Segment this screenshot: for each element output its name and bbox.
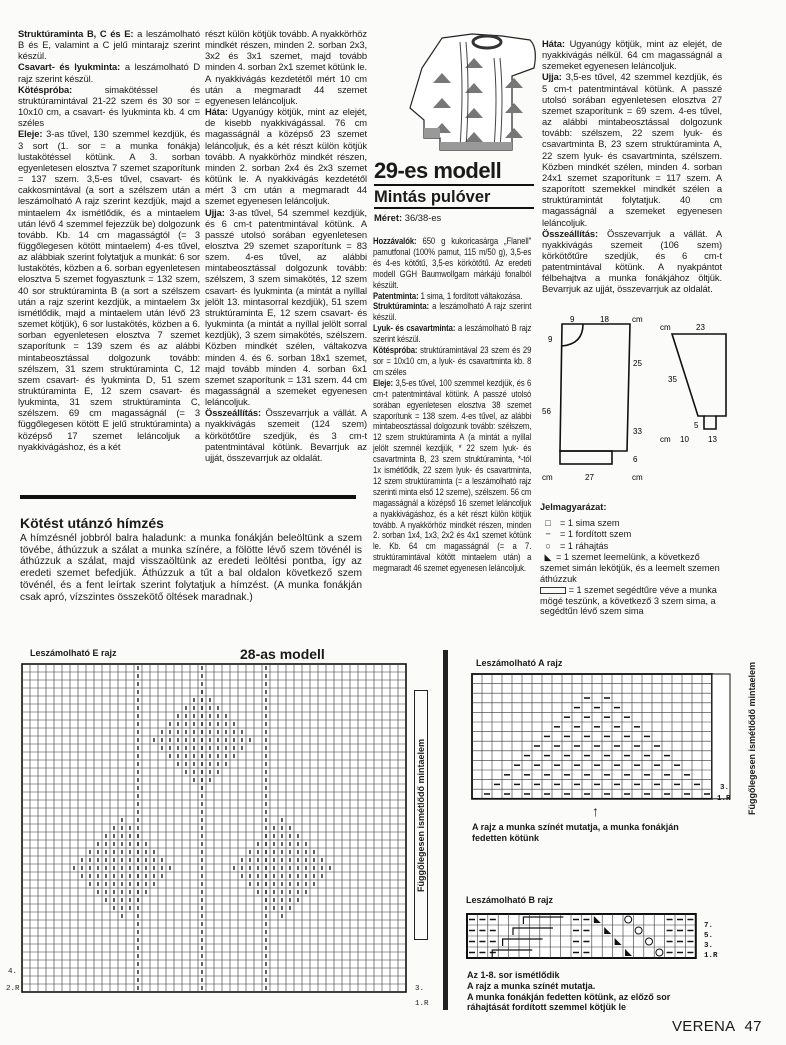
paragraph-heading: Kötéspróba: (18, 83, 73, 95)
paragraph-text: Ugyanúgy kötjük, mint az elejét, de kisebb nyakkivágással. 76 cm magasságnál a középső 23 szemet leláncoljuk, és a két részt külön kötjük tovább. A nyakkörhöz mindkét részen, minden 2. sorban 2x4 és 2x3 szemet kötünk le. A nyakkivágás kezdetétől mért 3 cm után a megmaradt 44 szemet egyenesen leláncoljuk. (205, 106, 367, 207)
dim-width: 27 (585, 473, 594, 482)
paragraph-heading: Struktúraminta: (373, 300, 430, 312)
dim-unit: cm (632, 316, 643, 324)
paragraph-heading: Csavart- és lyukminta: (18, 61, 121, 73)
dim-sleeve-length: 35 (668, 375, 677, 384)
chart-a-row-3: 3. (720, 784, 730, 792)
legend-item (540, 518, 725, 529)
symbol-legend (540, 502, 725, 618)
embroidery-text: A hímzésnél jobbról balra haladunk: a munka fonákján beleöltünk a szem tövébe, áthúzzuk a szálat a munka színére, a fölötte lévő szem tövénél is áthúzzuk a szálat, majd visszaöltünk az eredeti leöltési pontba, így az eredeti szemet befedjük. Áthúzzuk a tűt a bal oldalon következő szem tövénél, és a fent leírtak szerint folytatjuk a hímzést. (A munka fonákján csak apró, vízszintes összekötő öltések maradnak.) (20, 533, 362, 603)
paragraph (542, 71, 722, 227)
paragraph-text: 3,5-es tűvel, 100 szemmel kezdjük, és 6 cm-t patentmintával kötünk. A passzé utolsó sorában egyenletesen elosztva 38 szemet szaporítunk = 138 szem. 4-es tűvel, az alábbi mintabeosztással dolgozunk tovább: szélszem, 12 szem struktúraminta A (a mintát a nyíllal jelölt szemnél kezdjük, * 22 szem lyuk- és csavartminta B, 23 szem struktúraminta, *-tól 1x ismétlődik, 22 szem lyuk- és csavartminta, 12 szem struktúraminta (= a leszámolható rajz szerinti minta első 12 szeme), szélszem. 56 cm magasságnál a középső 16 szemet leláncoljuk a nyakkivágáshoz, és a két részt külön kötjük tovább. A nyakkörhöz mindkét részen, minden 2. sorban 1x4, 1x3, 2x2 és 4x1 szemet kötünk le. Kb. 64 cm magasságnál (= a 7. struktúramintával kötött mintaelem után) a megmaradt 46 szemet egyenesen leláncoljuk. (373, 376, 532, 574)
paragraph-heading: Ujja: (205, 206, 225, 218)
paragraph (373, 301, 531, 323)
chart-a-row-1r: 1.R (717, 795, 731, 803)
dim-neck-depth: 9 (548, 335, 553, 344)
paragraph-text: 3,5-es tűvel, 42 szemmel kezdjük, és 5 cm-t patentmintával kötünk. A passzé utolsó sorában egyenletesen elosztva 27 szemet szaporítunk = 69 szem. 4-es tűvel, az alábbi mintabeosztással dolgozunk tovább: szélszem, 22 szem lyuk- és csavartminta B, 23 szem struktúraminta A, 22 szem lyuk- és csavartminta, szélszem. Közben mindkét szélen, minden 4. sorban 24x1 szemet szaporítunk = 117 szem. A szaporított szemekkel mindkét szélen a struktúramintát folytatjuk. 40 cm magasságnál a szemeket egyenesen leláncoljuk. (542, 71, 722, 228)
sleeve-schematic (660, 316, 732, 446)
row-label-box (712, 674, 730, 799)
dim-upper: 25 (633, 359, 642, 368)
paragraph (18, 84, 200, 129)
section-divider (20, 495, 356, 499)
legend-text: = 1 szemet leemelünk, a következő szemet simán lekötjük, és a leemelt szemen áthúzzuk (540, 552, 720, 584)
legend-item (540, 529, 725, 540)
paragraph (373, 323, 531, 345)
paragraph (373, 236, 531, 291)
chart-e-side-label: Függőlegesen ismétlődő mintaelem (414, 690, 428, 940)
paragraph-text: a leszámolható A rajz szerint készül. (373, 300, 532, 323)
paragraph-text: részt külön kötjük tovább. A nyakkörhöz mindkét részen, minden 2. sorban 2x3, 3x2 és 3x1 szemet, majd tovább minden 4. sorban 2x1 szemet kötünk le. A nyakkivágás kezdetétől mért 10 cm után a megmaradt 44 szemet egyenesen leláncoljuk. (205, 28, 367, 106)
paragraph-heading: Eleje: (373, 376, 394, 388)
paragraph (542, 228, 722, 295)
paragraph-text: Összevarrjuk a vállát. A nyakkivágás szemeit (124 szem) körkötőtűre szedjük, és 3 cm-t patentmintával kötünk. Bevarrjuk az ujját, összevarrjuk az oldalát. (205, 407, 367, 463)
chart-e-grid (20, 662, 440, 1007)
dim-shoulder: 18 (600, 316, 609, 324)
chart-a-grid (470, 672, 732, 802)
legend-text: = 1 sima szem (560, 517, 620, 528)
chart-b-grid (465, 912, 705, 964)
size-value: 36/38-es (402, 212, 442, 223)
paragraph (373, 345, 531, 378)
paragraph-heading: Összeállítás: (542, 227, 599, 239)
paragraph-heading: Patentminta: (373, 289, 419, 301)
triangle-icon: ◣ (544, 552, 552, 563)
dim-neck-width: 9 (570, 316, 575, 324)
instructions-column-3 (373, 236, 531, 574)
chart-b-row-7: 7. (704, 922, 714, 930)
dim-sleeve-bottom-right: 13 (708, 435, 717, 444)
sweater-illustration (402, 28, 540, 156)
model-28-title: 28-as modell (240, 646, 325, 662)
legend-text: = 1 szemet segédtűre véve a munka mögé teszünk, a következő 3 szem sima, a segédtűn lévő szem sima (540, 585, 717, 617)
chart-e-row-2r: 2.R (6, 985, 20, 993)
paragraph-text: 1 sima, 1 fordított váltakozása. (418, 289, 523, 301)
paragraph (373, 378, 531, 574)
circle-icon: ○ (545, 540, 551, 551)
paragraph-heading: Eleje: (18, 128, 43, 140)
paragraph-text: 650 g kukoricasárga „Flanell" pamutfonal (100% pamut, 115 m/50 g), 3,5-es és 4-es kötőtű, 3,5-es körkötőtű. Az eredeti modell GGH Baumwollgarn márkájú fonalból készült. (373, 235, 532, 290)
chart-b-row-1r: 1.R (704, 952, 718, 960)
chart-b-note: A munka fonákján fedetten kötünk, az előző sor ráhajtását fordított szemmel kötjük le (467, 991, 671, 1013)
chart-b-row-5: 5. (704, 932, 714, 940)
paragraph (205, 106, 367, 206)
paragraph (205, 207, 367, 408)
embroidery-heading: Kötést utánzó hímzés (20, 515, 164, 531)
paragraph-heading: Háta: (205, 106, 228, 118)
chart-b-notes (467, 970, 702, 1013)
sleeve-unit-bottom: cm (660, 435, 671, 444)
legend-title: Jelmagyarázat: (540, 502, 607, 512)
empty-square-icon: □ (545, 517, 551, 528)
dim-rib: 6 (633, 455, 638, 464)
page-number: 47 (744, 1018, 762, 1035)
dim-lower: 33 (633, 427, 642, 436)
paragraph-heading: Kötéspróba: (373, 344, 418, 356)
paragraph (205, 407, 367, 463)
dim-sleeve-bottom-left: 10 (680, 435, 689, 444)
instructions-column-1 (18, 28, 200, 452)
sleeve-unit-top: cm (660, 323, 671, 332)
paragraph-text: simakötéssel és struktúramintával 21-22 szem és 30 sor = 10x10 cm, a csavart- és lyukminta kb. 4 cm széles (18, 83, 200, 129)
chart-e-row-1r: 1.R (415, 1000, 429, 1008)
paragraph-text: 3-as tűvel, 130 szemmel kezdjük, és 3 sort (1. sor = a munka fonákja) lustakötéssel kötünk. A 3. sorban egyenletesen elosztva 7 szemet szaporítunk = 137 szem. 3,5-es tűvel, csavart- és cakkosmintával (a sort a szélszem után a leszámolható A rajz szerint kezdjük, majd a mintaelem 4x ismétlődik, és a mintaelem után lévő 4 szemmel fejezzük be) dolgozunk tovább. Kb. 14 cm magasságtól (= 3 függőlegesen kötött mintaelem) 4-es tűvel, az alábbiak szerint folytatjuk a munkát: 6 sor lustakötés, közben a 6. sorban egyenletesen elosztva 5 szemet fogyasztunk = 132 szem, 40 sor struktúraminta B (a sort a szélszem után a rajz szerint kezdjük, a mintaelem 3x ismétlődik, majd a mintaelem után lévő 23 szemet kötjük), 6 sor lustakötés, közben a 6. sorban egyenletesen elosztva 7 szemet szaporítunk = 139 szem és az alábbi mintabeosztással dolgozunk tovább: szélszem, 31 szem struktúraminta C, 12 szem csavart- és lyukminta D, 51 szem struktúraminta E, 12 szem csavart- és lyukminta, 31 szem struktúraminta C, szélszem. 69 cm magasságnál (= 3 függőlegesen kötött E jelű struktúraminta) a középső 17 szemet leláncoljuk a nyakkivágáshoz, és a két (18, 128, 200, 452)
chart-e-title: Leszámolható E rajz (30, 648, 117, 658)
paragraph (205, 28, 367, 106)
legend-item (540, 541, 725, 552)
legend-text: = 1 ráhajtás (560, 540, 609, 551)
cable-bracket-icon (540, 587, 566, 594)
paragraph-text: Ugyanúgy kötjük, mint az elejét, de nyakkivágás nélkül. 64 cm magasságnál a szemeket egyenesen leláncoljuk. (542, 38, 722, 72)
column-divider-bar (443, 650, 448, 1010)
paragraph-heading: Lyuk- és csavartminta: (373, 322, 456, 334)
legend-item (540, 552, 725, 584)
legend-item (540, 585, 725, 617)
model-29-title: 29-es modell (374, 158, 534, 186)
chart-b-row-labels (704, 921, 718, 961)
dim-total: 56 (542, 407, 551, 416)
chart-e-row-4: 4. (8, 968, 18, 976)
chart-a-side-label: Függőlegesen ismétlődő mintaelem (747, 661, 757, 815)
paragraph-text: Összevarrjuk a vállát. A nyakkivágás szemeit (106 szem) körkötőtűre szedjük, és 6 cm-t patentmintával kötünk. A nyakpántot félbehajtva a munka fonákjához öltjük. Bevarrjuk az ujját, összevarrjuk az oldalát. (542, 227, 722, 295)
paragraph-text: a leszámolható B rajz szerint készül. (373, 322, 532, 345)
body-schematic (540, 316, 650, 486)
paragraph-heading: Háta: (542, 38, 565, 49)
legend-text: = 1 fordított szem (560, 529, 632, 540)
dim-unit-left: cm (542, 473, 553, 482)
page-footer (672, 1018, 762, 1035)
dash-icon: − (545, 529, 551, 540)
dim-sleeve-rib: 5 (694, 421, 699, 430)
paragraph-text: a leszámolható B és E, valamint a C jelű mintarajz szerint készül. (18, 28, 200, 62)
dim-unit-right: cm (632, 473, 643, 482)
instructions-column-4 (542, 38, 722, 295)
paragraph-heading: Ujja: (542, 71, 562, 83)
instructions-column-2 (205, 28, 367, 463)
paragraph (18, 28, 200, 61)
size-label: Méret: (374, 212, 403, 223)
paragraph (542, 38, 722, 71)
paragraph-heading: Összeállítás: (205, 407, 262, 419)
paragraph-text: 3-as tűvel, 54 szemmel kezdjük, és 6 cm-t patentmintával kötünk. A passzé utolsó sorában egyenletesen elosztva 29 szemet szaporítunk = 83 szem. 4-es tűvel, az alábbi mintabeosztással dolgozunk tovább: szélszem, 3 szem simakötés, 12 szem csavart- és lyukminta (a mintát a nyíllal jelölt 13. mintasorral kezdjük), 51 szem struktúraminta E, 12 szem csavart- és lyukminta (a mintát a nyíllal jelölt sorral kezdjük), 3 szem simakötés, szélszem. Közben mindkét szélen, váltakozva minden 4. és 6. sorban 18x1 szemet, majd tovább minden 4. sorban 6x1 szemet szaporítunk = 131 szem. 44 cm magasságnál a szemeket egyenesen leláncoljuk. (205, 206, 367, 408)
paragraph (18, 61, 200, 83)
arrow-up-icon: ↑ (592, 803, 599, 819)
magazine-name: VERENA (672, 1018, 736, 1035)
model-29-subtitle: Mintás pulóver (374, 188, 534, 209)
chart-b-note: Az 1-8. sor ismétlődik (467, 970, 560, 980)
paragraph (18, 128, 200, 452)
dim-sleeve-top: 23 (696, 323, 705, 332)
paragraph-heading: Hozzávalók: (373, 235, 417, 246)
chart-a-title: Leszámolható A rajz (476, 658, 563, 668)
paragraph-text: struktúramintával 23 szem és 29 sor = 10x10 cm, a lyuk- és csavartminta kb. 8 cm széles (373, 344, 532, 377)
paragraph-heading: Struktúraminta B, C és E: (18, 28, 134, 39)
chart-b-title: Leszámolható B rajz (466, 895, 554, 905)
chart-b-row-3: 3. (704, 942, 714, 950)
chart-b-note: A rajz a munka színét mutatja. (467, 980, 596, 991)
chart-e-row-3: 3. (415, 985, 425, 993)
chart-a-note: A rajz a munka színét mutatja, a munka fonákján fedetten kötünk (472, 822, 679, 843)
paragraph-text: a leszámolható D rajz szerint készül. (18, 61, 200, 84)
size-line (374, 212, 441, 223)
